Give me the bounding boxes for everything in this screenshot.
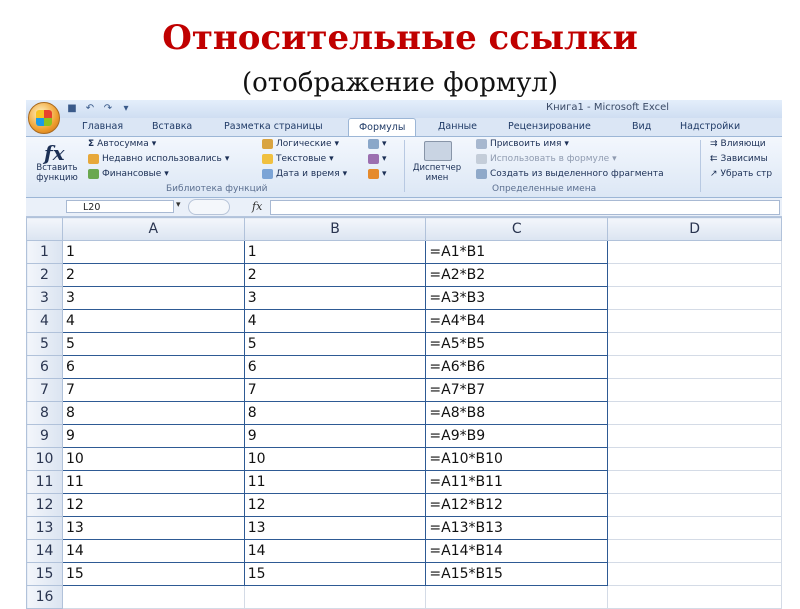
library-group-label: Библиотека функций bbox=[166, 184, 268, 194]
cell-a[interactable]: 8 bbox=[62, 402, 244, 425]
table-row bbox=[27, 448, 782, 471]
tab-formulas[interactable]: Формулы bbox=[348, 118, 416, 136]
cell-c[interactable]: =A7*B7 bbox=[426, 379, 608, 402]
table-row bbox=[27, 356, 782, 379]
financial-label: Финансовые bbox=[102, 169, 162, 179]
table-row bbox=[27, 379, 782, 402]
name-manager-icon bbox=[424, 141, 452, 161]
column-header-a[interactable]: A bbox=[62, 218, 244, 241]
sigma-icon: Σ bbox=[88, 139, 95, 149]
table-row bbox=[27, 264, 782, 287]
office-logo-icon bbox=[36, 110, 52, 126]
tab-insert[interactable]: Вставка bbox=[152, 121, 193, 132]
tab-home[interactable]: Главная bbox=[82, 121, 124, 132]
insert-function-icon[interactable]: fx bbox=[44, 141, 65, 165]
table-row bbox=[27, 287, 782, 310]
cell-a[interactable]: 3 bbox=[62, 287, 244, 310]
row-header[interactable]: 1 bbox=[27, 241, 63, 264]
trace-dependents-label: Зависимы bbox=[720, 154, 768, 164]
formula-bar-resize-handle[interactable] bbox=[188, 199, 230, 215]
cell-a[interactable]: 11 bbox=[62, 471, 244, 494]
cell-d[interactable] bbox=[608, 471, 782, 494]
select-all-corner[interactable] bbox=[27, 218, 63, 241]
cell-c[interactable]: =A3*B3 bbox=[426, 287, 608, 310]
insert-function-small-icon[interactable]: fx bbox=[252, 200, 263, 213]
trace-precedents-button[interactable] bbox=[710, 139, 766, 149]
logical-icon bbox=[262, 139, 273, 149]
row-header[interactable]: 13 bbox=[27, 517, 63, 540]
chevron-down-icon: ▾ bbox=[164, 169, 169, 179]
trace-dependents-button[interactable] bbox=[710, 154, 768, 164]
undo-icon[interactable]: ↶ bbox=[85, 103, 95, 114]
row-header[interactable]: 4 bbox=[27, 310, 63, 333]
table-row bbox=[27, 241, 782, 264]
calendar-icon bbox=[262, 169, 273, 179]
logical-button[interactable] bbox=[262, 139, 339, 149]
create-from-selection-button[interactable] bbox=[476, 169, 664, 179]
cell-a[interactable]: 7 bbox=[62, 379, 244, 402]
cell-c[interactable] bbox=[426, 586, 608, 609]
more-functions-icon bbox=[368, 169, 379, 179]
lookup-icon bbox=[368, 139, 379, 149]
cell-d[interactable] bbox=[608, 287, 782, 310]
remove-arrows-icon: ↗ bbox=[710, 169, 718, 179]
row-header[interactable]: 7 bbox=[27, 379, 63, 402]
cell-b[interactable]: 14 bbox=[244, 540, 426, 563]
cell-c[interactable]: =A13*B13 bbox=[426, 517, 608, 540]
row-header[interactable]: 5 bbox=[27, 333, 63, 356]
tab-view[interactable]: Вид bbox=[632, 121, 652, 132]
datetime-label: Дата и время bbox=[276, 169, 340, 179]
cell-a[interactable]: 2 bbox=[62, 264, 244, 287]
text-a-icon bbox=[262, 154, 273, 164]
cell-d[interactable] bbox=[608, 241, 782, 264]
more-functions-button[interactable] bbox=[368, 169, 387, 179]
chevron-down-icon: ▾ bbox=[334, 139, 340, 149]
math-button[interactable] bbox=[368, 154, 387, 164]
cell-d[interactable] bbox=[608, 379, 782, 402]
use-in-formula-label: Использовать в формуле bbox=[490, 154, 610, 164]
cell-b[interactable]: 15 bbox=[244, 563, 426, 586]
table-row bbox=[27, 471, 782, 494]
recent-button[interactable] bbox=[88, 154, 229, 164]
cell-b[interactable]: 3 bbox=[244, 287, 426, 310]
cell-b[interactable]: 7 bbox=[244, 379, 426, 402]
cell-d[interactable] bbox=[608, 310, 782, 333]
name-box[interactable]: L20 bbox=[66, 200, 174, 213]
cell-b[interactable]: 10 bbox=[244, 448, 426, 471]
lookup-button[interactable] bbox=[368, 139, 387, 149]
cell-a[interactable]: 13 bbox=[62, 517, 244, 540]
cell-a[interactable]: 12 bbox=[62, 494, 244, 517]
remove-arrows-label: Убрать стр bbox=[720, 169, 773, 179]
star-icon bbox=[88, 154, 99, 164]
row-header[interactable]: 10 bbox=[27, 448, 63, 471]
tab-review[interactable]: Рецензирование bbox=[508, 121, 591, 132]
cell-b[interactable]: 8 bbox=[244, 402, 426, 425]
row-header[interactable]: 8 bbox=[27, 402, 63, 425]
tab-data[interactable]: Данные bbox=[438, 121, 478, 132]
table-row bbox=[27, 494, 782, 517]
create-from-selection-label: Создать из выделенного фрагмента bbox=[490, 169, 664, 179]
cell-a[interactable]: 14 bbox=[62, 540, 244, 563]
cell-a[interactable]: 6 bbox=[62, 356, 244, 379]
cell-b[interactable]: 1 bbox=[244, 241, 426, 264]
tab-addins[interactable]: Надстройки bbox=[680, 121, 741, 132]
separator bbox=[700, 140, 701, 192]
financial-button[interactable] bbox=[88, 169, 169, 179]
cell-b[interactable]: 5 bbox=[244, 333, 426, 356]
chevron-down-icon: ▾ bbox=[342, 169, 348, 179]
cell-a[interactable]: 9 bbox=[62, 425, 244, 448]
cell-c[interactable]: =A1*B1 bbox=[426, 241, 608, 264]
cell-d[interactable] bbox=[608, 448, 782, 471]
math-icon bbox=[368, 154, 379, 164]
chevron-down-icon: ▾ bbox=[382, 169, 387, 179]
cell-c[interactable]: =A8*B8 bbox=[426, 402, 608, 425]
cell-d[interactable] bbox=[608, 264, 782, 287]
chevron-down-icon: ▾ bbox=[382, 154, 387, 164]
separator bbox=[404, 140, 405, 192]
fx-small-icon bbox=[476, 154, 487, 164]
table-row bbox=[27, 540, 782, 563]
cell-b[interactable]: 9 bbox=[244, 425, 426, 448]
datetime-button[interactable] bbox=[262, 169, 347, 179]
cell-d[interactable] bbox=[608, 586, 782, 609]
cell-c[interactable]: =A9*B9 bbox=[426, 425, 608, 448]
remove-arrows-button[interactable] bbox=[710, 169, 772, 179]
redo-icon[interactable]: ↷ bbox=[103, 103, 113, 114]
ribbon bbox=[26, 137, 782, 198]
cell-a[interactable] bbox=[62, 586, 244, 609]
chevron-down-icon: ▾ bbox=[382, 139, 387, 149]
chevron-down-icon: ▾ bbox=[329, 154, 334, 164]
money-icon bbox=[88, 169, 99, 179]
assign-name-label: Присвоить имя bbox=[490, 139, 562, 149]
cell-d[interactable] bbox=[608, 494, 782, 517]
cell-d[interactable] bbox=[608, 517, 782, 540]
cell-c[interactable]: =A5*B5 bbox=[426, 333, 608, 356]
cell-d[interactable] bbox=[608, 425, 782, 448]
name-manager-button[interactable]: Диспетчер имен bbox=[412, 163, 462, 183]
table-row bbox=[27, 563, 782, 586]
row-header[interactable]: 6 bbox=[27, 356, 63, 379]
grid-icon bbox=[476, 169, 487, 179]
cell-c[interactable]: =A4*B4 bbox=[426, 310, 608, 333]
row-header[interactable]: 15 bbox=[27, 563, 63, 586]
cell-b[interactable]: 12 bbox=[244, 494, 426, 517]
cell-d[interactable] bbox=[608, 333, 782, 356]
cell-c[interactable]: =A10*B10 bbox=[426, 448, 608, 471]
chevron-down-icon: ▾ bbox=[151, 139, 157, 149]
tab-page-layout[interactable]: Разметка страницы bbox=[224, 121, 323, 132]
trace-precedents-label: Влияющи bbox=[720, 139, 766, 149]
autosum-label: Автосумма bbox=[97, 139, 149, 149]
table-row bbox=[27, 333, 782, 356]
formula-bar bbox=[26, 198, 782, 217]
insert-function-button[interactable]: Вставить функцию bbox=[36, 163, 78, 183]
formula-input[interactable] bbox=[270, 200, 780, 215]
name-box-dropdown-icon[interactable]: ▾ bbox=[176, 200, 181, 210]
cell-a[interactable]: 10 bbox=[62, 448, 244, 471]
logical-label: Логические bbox=[276, 139, 332, 149]
table-row bbox=[27, 425, 782, 448]
cell-c[interactable]: =A12*B12 bbox=[426, 494, 608, 517]
cell-c[interactable]: =A6*B6 bbox=[426, 356, 608, 379]
arrow-icon: ⇉ bbox=[710, 139, 718, 149]
cell-b[interactable]: 2 bbox=[244, 264, 426, 287]
quick-access-toolbar bbox=[66, 102, 132, 116]
window-title: Книга1 - Microsoft Excel bbox=[546, 102, 670, 113]
spreadsheet-grid bbox=[26, 217, 782, 609]
table-row bbox=[27, 517, 782, 540]
slide-subtitle: (отображение формул) bbox=[241, 68, 559, 98]
text-button[interactable] bbox=[262, 154, 334, 164]
row-header[interactable]: 9 bbox=[27, 425, 63, 448]
defined-names-group-label: Определенные имена bbox=[492, 184, 597, 194]
cell-c[interactable]: =A14*B14 bbox=[426, 540, 608, 563]
cell-b[interactable]: 11 bbox=[244, 471, 426, 494]
column-header-b[interactable]: B bbox=[244, 218, 426, 241]
cell-d[interactable] bbox=[608, 356, 782, 379]
cell-b[interactable]: 4 bbox=[244, 310, 426, 333]
assign-name-button[interactable] bbox=[476, 139, 569, 149]
use-in-formula-button[interactable] bbox=[476, 154, 617, 164]
chevron-down-icon: ▾ bbox=[612, 154, 617, 164]
ribbon-tabs bbox=[26, 118, 782, 137]
customize-qat-icon[interactable]: ▾ bbox=[123, 103, 129, 114]
row-header[interactable]: 3 bbox=[27, 287, 63, 310]
title-bar bbox=[26, 100, 782, 118]
cell-b[interactable] bbox=[244, 586, 426, 609]
chevron-down-icon: ▾ bbox=[564, 139, 569, 149]
cell-d[interactable] bbox=[608, 540, 782, 563]
cell-a[interactable]: 1 bbox=[62, 241, 244, 264]
arrow-icon: ⇇ bbox=[710, 154, 718, 164]
tag-icon bbox=[476, 139, 487, 149]
autosum-button[interactable] bbox=[88, 139, 156, 149]
office-button[interactable] bbox=[28, 102, 60, 134]
recent-label: Недавно использовались bbox=[102, 154, 222, 164]
excel-window bbox=[26, 100, 782, 605]
column-header-d[interactable]: D bbox=[608, 218, 782, 241]
table-row bbox=[27, 310, 782, 333]
cell-a[interactable]: 15 bbox=[62, 563, 244, 586]
table-row bbox=[27, 402, 782, 425]
row-header[interactable]: 16 bbox=[27, 586, 63, 609]
cell-a[interactable]: 5 bbox=[62, 333, 244, 356]
row-header[interactable]: 2 bbox=[27, 264, 63, 287]
slide-title: Относительные ссылки bbox=[162, 18, 638, 58]
cell-c[interactable]: =A11*B11 bbox=[426, 471, 608, 494]
cell-b[interactable]: 6 bbox=[244, 356, 426, 379]
cell-a[interactable]: 4 bbox=[62, 310, 244, 333]
cell-d[interactable] bbox=[608, 563, 782, 586]
row-header[interactable]: 12 bbox=[27, 494, 63, 517]
row-header[interactable]: 11 bbox=[27, 471, 63, 494]
row-header[interactable]: 14 bbox=[27, 540, 63, 563]
cell-c[interactable]: =A2*B2 bbox=[426, 264, 608, 287]
cell-c[interactable]: =A15*B15 bbox=[426, 563, 608, 586]
grid-body bbox=[27, 241, 782, 609]
table-row bbox=[27, 586, 782, 609]
save-icon[interactable]: ■ bbox=[67, 103, 77, 114]
text-label: Текстовые bbox=[276, 154, 327, 164]
chevron-down-icon: ▾ bbox=[224, 154, 230, 164]
cell-b[interactable]: 13 bbox=[244, 517, 426, 540]
column-header-c[interactable]: C bbox=[426, 218, 608, 241]
cell-d[interactable] bbox=[608, 402, 782, 425]
